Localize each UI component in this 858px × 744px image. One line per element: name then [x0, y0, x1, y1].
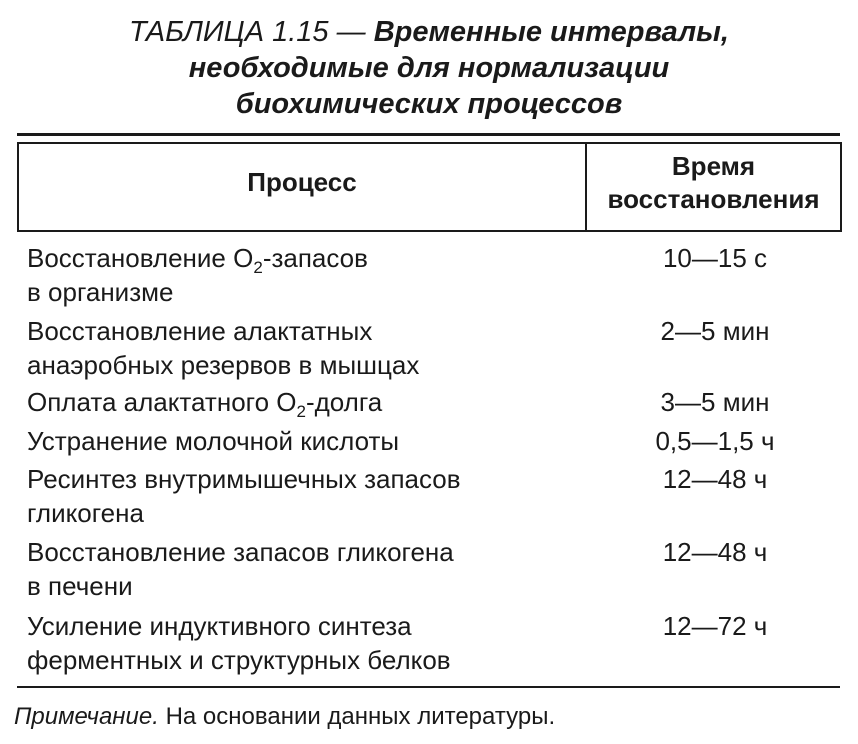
- process-line-2: в печени: [27, 571, 133, 601]
- process-line-2: анаэробных резервов в мышцах: [27, 350, 420, 380]
- table-row-time: 12—48 ч: [662, 464, 768, 494]
- table-note: [14, 701, 555, 733]
- header-time: [587, 150, 840, 216]
- table-row-process: [27, 535, 587, 603]
- table-row-process: [27, 609, 587, 677]
- process-line-1: Восстановление запасов гликогена: [27, 537, 454, 567]
- table-row-time: 12—72 ч: [662, 611, 768, 641]
- process-line-1: Ресинтез внутримышечных запасов: [27, 464, 461, 494]
- process-line-1: Усиление индуктивного синтеза: [27, 611, 412, 641]
- table-title: [0, 14, 858, 122]
- process-line-1: Оплата алактатного $О_2$-долга: [27, 387, 383, 421]
- table-row-time: 12—48 ч: [662, 537, 768, 567]
- table-title-line-2: необходимые для нормализации: [188, 52, 670, 84]
- table-row-process: [27, 424, 587, 458]
- process-line-2: в организме: [27, 277, 174, 307]
- table-row-time: 2—5 мин: [660, 316, 770, 346]
- process-line-1: Восстановление алактатных: [27, 316, 373, 346]
- process-line-2: гликогена: [27, 498, 144, 528]
- note-text: На основании данных литературы.: [165, 703, 556, 730]
- header-time-line-2: восстановления: [607, 184, 820, 214]
- table-row-process: [27, 241, 587, 309]
- top-rule: [17, 133, 840, 136]
- table-row-time: 3—5 мин: [660, 387, 770, 417]
- header-time-line-1: Время: [671, 151, 756, 181]
- table-row-time: 0,5—1,5 ч: [655, 426, 775, 456]
- process-line-1: Восстановление $О_2$-запасов: [27, 243, 368, 277]
- table-row-process: [27, 462, 587, 530]
- process-line-1: Устранение молочной кислоты: [27, 426, 400, 456]
- header-process: Процесс: [247, 167, 357, 197]
- table-row-process: [27, 314, 587, 382]
- table-title-line-3: биохимических процессов: [235, 88, 623, 120]
- process-line-2: ферментных и структурных белков: [27, 645, 451, 675]
- table-row-time: 10—15 с: [662, 243, 768, 273]
- table-number: ТАБЛИЦА 1.15 —: [129, 16, 366, 48]
- table-title-line-1: Временные интервалы,: [373, 16, 729, 48]
- table-row-process: [27, 385, 587, 419]
- note-label: Примечание.: [14, 703, 159, 730]
- bottom-rule: [17, 686, 840, 688]
